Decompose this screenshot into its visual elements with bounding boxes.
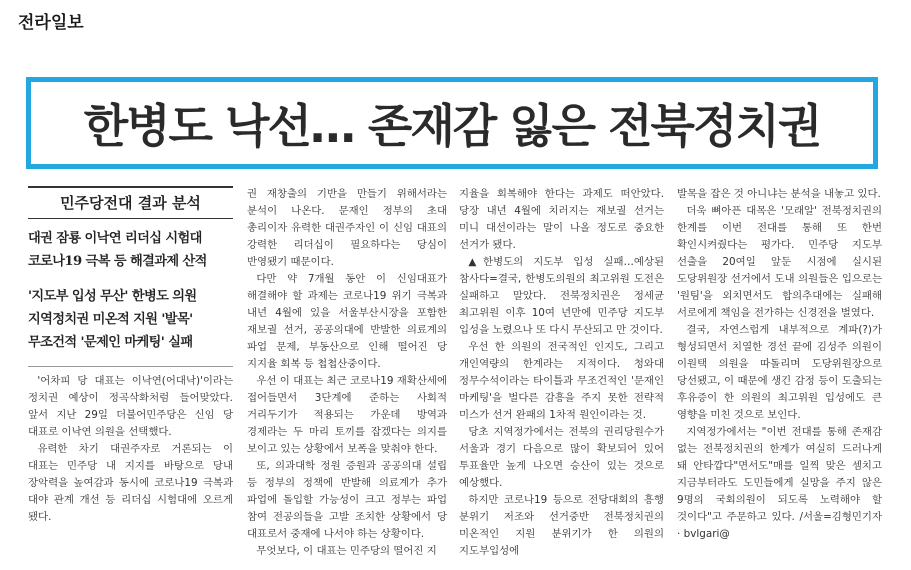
paragraph: ▲한병도의 지도부 입성 실패…예상된 참사다=결국, 한병도의원의 최고위원 도전은 실패하고 말았다. 전북정치권은 정세균 최고위원 이후 10여 년만에 민주당 지도부 입성을 노렸으나 또 다시 무산되고 만 것이다. (459, 256, 664, 336)
subheadline: 지역정치권 미온적 지원 '발목' (28, 312, 193, 327)
subheadline: 대권 잠룡 이낙연 리더십 시험대 (28, 231, 202, 246)
article-column-3 (459, 186, 664, 564)
headline: 한병도 낙선… 존재감 잃은 전북정치권 (83, 99, 821, 153)
headline-box (26, 77, 878, 169)
paragraph: 유력한 차기 대권주자로 거론되는 이 대표는 민주당 내 지지를 바탕으로 당내 장악력을 높여감과 동시에 코로나19 극복과 대야 관계 개선 등 리더십 시험대에 오르게 됐다. (28, 443, 233, 523)
paragraph: 지역정가에서는 "이번 전대를 통해 존재감 없는 전북정치권의 한계가 여실히 드러나게 돼 안타깝다"면서도"매를 일찍 맞은 셈치고 지금부터라도 도민들에게 실망을 주지 않은 9명의 국회의원이 되도록 노력해야 할 것이다"고 주문하고 있다. /서울=김형민기자 · bvlgari@ (677, 426, 882, 540)
divider (28, 366, 233, 367)
paragraph: 발목을 잡은 것 아니냐는 분석을 내놓고 있다. (677, 188, 881, 200)
paragraph: 우선 이 대표는 최근 코로나19 재확산세에 접어들면서 3단계에 준하는 사회적 거리두기가 적용되는 가운데 방역과 경제라는 두 마리 토끼를 잡겠다는 의지를 보이고 있는 상황에서 보폭을 맞춰야 한다. (247, 375, 447, 455)
paragraph: 결국, 자연스럽게 내부적으로 계파(?)가 형성되면서 치열한 경선 끝에 김성주 의원이 이원택 의원을 따돌리며 도당위원장으로 당선됐고, 이 때문에 생긴 감정 등이 도출되는 후유증이 한 의원의 최고위원 입성에도 큰 영향을 미친 것으로 보인다. (677, 324, 882, 421)
paragraph: 우선 한 의원의 전국적인 인지도, 그리고 개인역량의 한계라는 지적이다. 청와대 정무수석이라는 타이틀과 무조건적인 '문재인 마케팅'을 벌다른 감흥을 주지 못한 전략적 미스가 선거 완패의 1차적 원인이라는 것. (459, 341, 664, 421)
spacer (28, 273, 233, 285)
article-column-2 (247, 186, 447, 564)
paragraph: 더욱 뼈아픈 대목은 '모래알' 전북정치권의 한계를 이번 전대를 통해 또 한번 확인시켜줬다는 평가다. 민주당 지도부 선출을 20여일 앞둔 시점에 실시된 도당위원장 선거에서 도내 의원들은 입으로는 '원팀'을 외치면서도 합의추대에는 실패해 서로에게 책임을 전가하는 신경전을 벌였다. (677, 205, 882, 319)
subheadline: '지도부 입성 무산' 한병도 의원 (28, 289, 197, 304)
newspaper-name: 전라일보 (18, 13, 84, 33)
article-column-4 (677, 186, 882, 564)
paragraph: 권 재창출의 기반을 만들기 위해서라는 분석이 나온다. 문재인 정부의 초대 총리이자 유력한 대권주자인 이 신임 대표의 강력한 리더십이 필요하다는 당심이 반영됐기 때문이다. (247, 188, 447, 268)
subheadline: 코로나19 극복 등 해결과제 산적 (28, 254, 207, 269)
paragraph: 당초 지역정가에서는 전북의 권리당원수가 서울과 경기 다음으로 많이 확보되어 있어 투표율만 높게 나오면 승산이 있는 것으로 예상했다. (459, 426, 664, 489)
paragraph: 지율을 회복해야 한다는 과제도 떠안았다. 당장 내년 4월에 치러지는 재보궐 선거는 미니 대선이라는 말이 나올 정도로 중요한 선거가 됐다. (459, 188, 664, 251)
paragraph: 또, 의과대학 정원 증원과 공공의대 설립 등 정부의 정책에 반발해 의료계가 추가 파업에 돌입할 가능성이 크고 정부는 파업 참여 전공의들을 고발 조치한 상황에서 당 대표로서 중재에 나서야 하는 상황이다. (247, 460, 447, 540)
paragraph: 하지만 코로나19 등으로 전당대회의 흥행 분위기 저조와 선거중반 전북정치권의 미온적인 지원 분위기가 한 의원의 지도부입성에 (459, 494, 664, 557)
paragraph: 다만 약 7개월 동안 이 신임대표가 해결해야 할 과제는 코로나19 위기 극복과 내년 4월에 있을 서울부산시장을 포함한 재보궐 선거, 공공의대에 반발한 의료계의 파업 문제, 부동산으로 인해 떨어진 당 지지율 회복 등 첩첩산중이다. (247, 273, 447, 370)
section-label: 민주당전대 결과 분석 (28, 186, 233, 219)
paragraph: '어차피 당 대표는 이낙연(어대낙)'이라는 정치권 예상이 정곡삭화처럼 들어맞았다. 앞서 지난 29일 더불어민주당은 신임 당 대표로 이낙연 의원을 선택했다. (28, 375, 233, 438)
article-column-1 (28, 186, 233, 564)
subheadline: 무조건적 '문제인 마케팅' 실패 (28, 335, 193, 350)
paragraph: 무엇보다, 이 대표는 민주당의 떨어진 지 (256, 545, 437, 557)
